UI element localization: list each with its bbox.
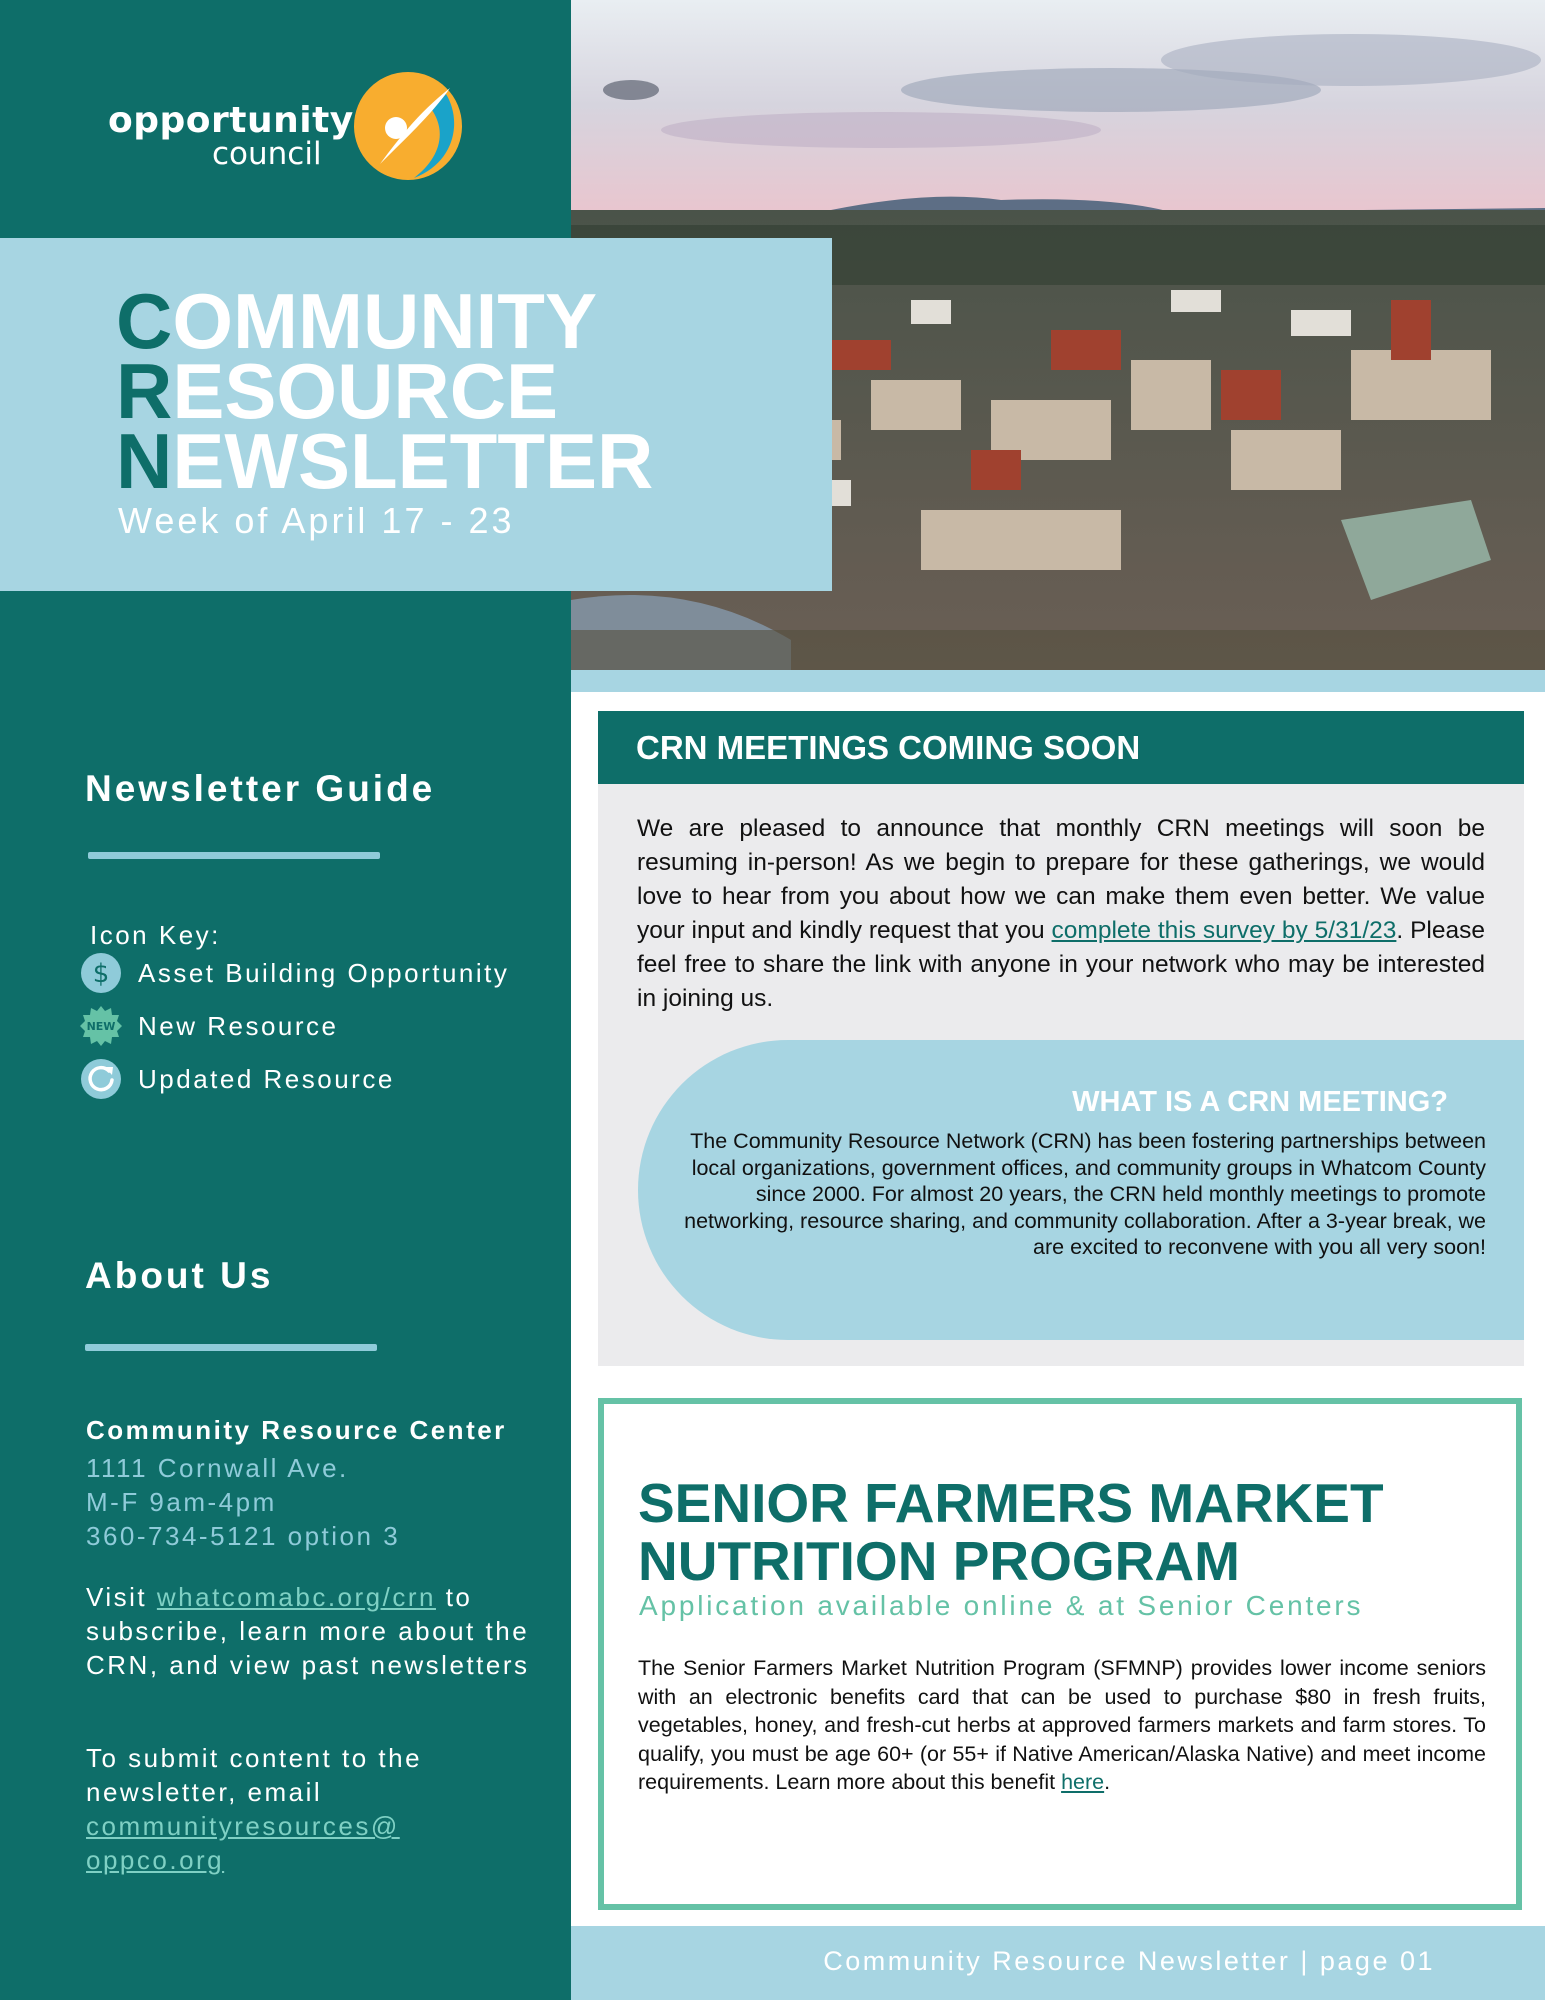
logo-mark-icon [352,70,464,182]
senior-program-body [638,1654,1486,1797]
divider [85,1344,377,1351]
crn-website-link[interactable]: whatcomabc.org/crn [156,1582,436,1612]
senior-title-line1: SENIOR FARMERS MARKET [638,1472,1384,1534]
visit-suffix: to subscribe, learn more about the CRN, and view past newsletters [86,1582,530,1680]
senior-learn-more-link[interactable]: here [1061,1770,1105,1794]
logo-word-council: council [212,136,322,172]
meetings-body-text: We are pleased to announce that monthly CRN meetings will soon be resuming in-person! As we begin to prepare for these gatherings, we would love to hear from you about how we can make them even better. We value your input and kindly request that you [637,815,1485,944]
icon-key-label: Icon Key: [90,920,221,950]
new-badge-text: NEW [86,1020,116,1033]
senior-body-end: . [1104,1770,1111,1794]
dollar-icon [80,952,122,994]
center-address: 1111 Cornwall Ave. [86,1453,349,1483]
what-is-crn-title: WHAT IS A CRN MEETING? [1072,1086,1448,1118]
title-line-newsletter [116,417,654,505]
center-name: Community Resource Center [86,1415,507,1445]
week-label: Week of April 17 - 23 [118,500,515,541]
page-footer [571,1926,1545,2000]
footer-text: Community Resource Newsletter | page 01 [823,1946,1435,1976]
title-initial-c: C [116,277,173,365]
icon-key-label-updated: Updated Resource [138,1064,395,1094]
newsletter-guide-heading: Newsletter Guide [85,768,436,809]
center-phone: 360-734-5121 option 3 [86,1521,401,1551]
survey-link[interactable]: complete this survey by 5/31/23 [1051,917,1397,944]
title-rest-community: OMMUNITY [172,277,597,365]
icon-key-label-asset: Asset Building Opportunity [138,958,510,988]
title-initial-r: R [116,347,173,435]
senior-program-title [638,1474,1384,1590]
visit-prefix: Visit [86,1582,157,1612]
meetings-body [637,812,1485,1016]
senior-title-line2: NUTRITION PROGRAM [638,1530,1240,1592]
svg-text:$: $ [92,959,110,989]
refresh-icon [80,1058,122,1100]
newsletter-title-block [0,238,832,591]
meetings-body-text-end: . Please feel free to share the link with anyone in your network who may be interested in joining us. [637,917,1485,1012]
title-rest-resource: ESOURCE [172,347,559,435]
meetings-header [598,711,1524,784]
center-hours: M-F 9am-4pm [86,1487,277,1517]
new-badge-icon [80,1005,122,1047]
what-is-crn-body: The Community Resource Network (CRN) has been fostering partnerships between local organizations, government offices, and community groups in Whatcom County since 2000. For almost 20 years, the CRN held monthly meetings to promote networking, resource sharing, and community collaboration. After a 3-year break, we are excited to reconvene with you all very soon! [684,1129,1486,1259]
submit-prefix: To submit content to the newsletter, email [86,1743,423,1807]
visit-paragraph [86,1580,546,1682]
submit-paragraph [86,1741,546,1877]
opportunity-council-logo[interactable] [108,70,468,182]
title-initial-n: N [116,417,173,505]
senior-body-text: The Senior Farmers Market Nutrition Program (SFMNP) provides lower income seniors with an electronic benefits card that can be used to purchase $80 in fresh fruits, vegetables, honey, and fresh-cut herbs at approved farmers markets and farm stores. To qualify, you must be age 60+ (or 55+ if Native American/Alaska Native) and meet income requirements. Learn more about this benefit [638,1656,1486,1794]
title-rest-newsletter: EWSLETTER [172,417,654,505]
logo-word-opportunity: opportunity [108,100,354,141]
meetings-title: CRN MEETINGS COMING SOON [636,729,1141,766]
divider [88,852,380,859]
icon-key-label-new: New Resource [138,1011,339,1041]
about-us-heading: About Us [85,1255,274,1296]
what-is-crn-panel [638,1040,1524,1340]
photo-band [571,670,1545,692]
submit-email-link[interactable]: communityresources@ oppco.org [86,1811,400,1875]
senior-program-panel [598,1398,1522,1910]
senior-program-subtitle: Application available online & at Senior Centers [639,1590,1364,1621]
